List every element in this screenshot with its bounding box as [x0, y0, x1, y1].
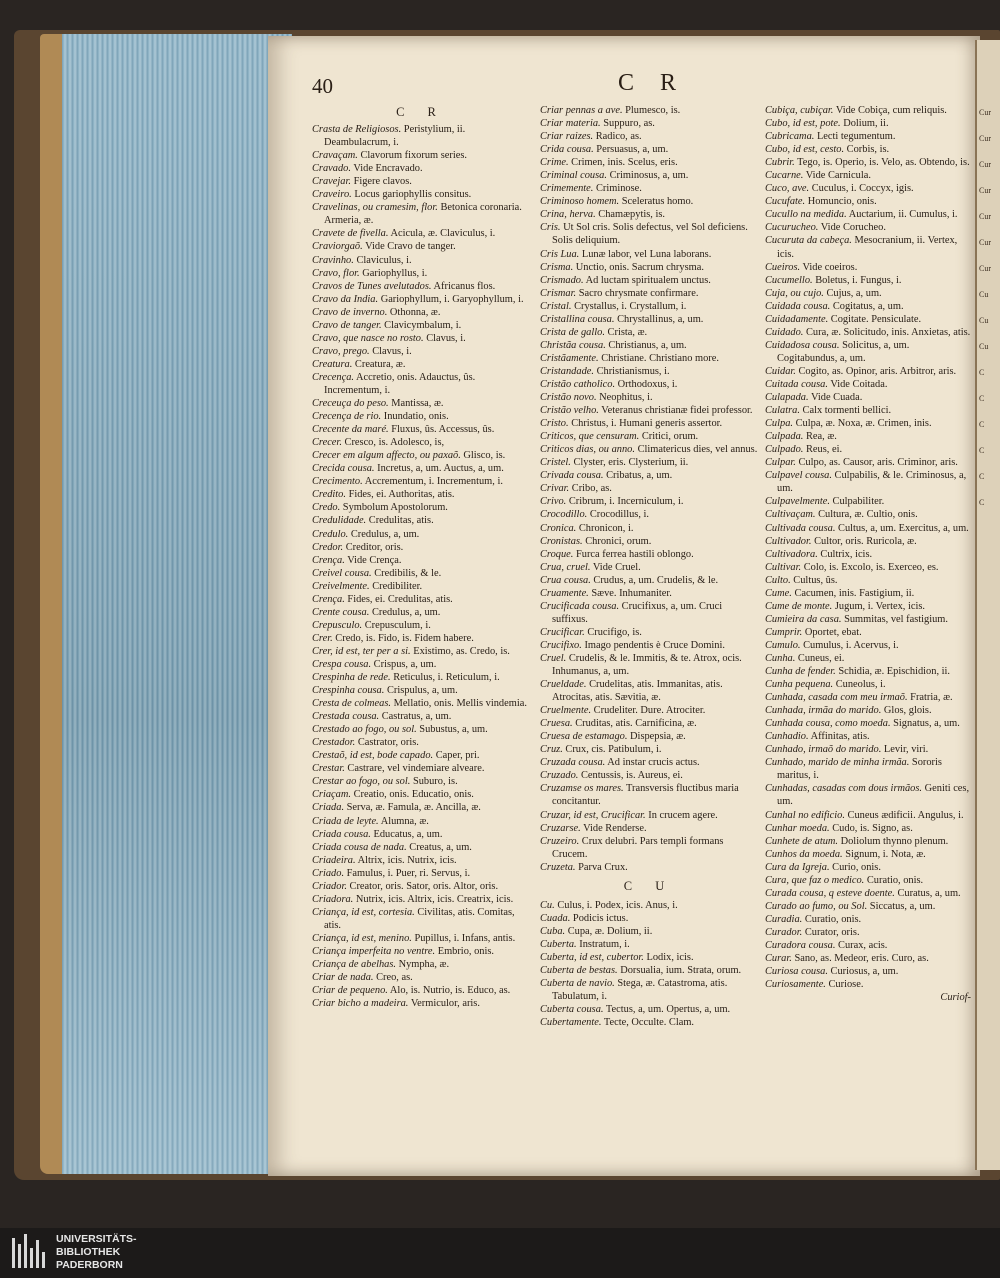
dictionary-entry: Criar materia. Suppuro, as. — [540, 118, 655, 130]
dictionary-entry: Cume. Cacumen, inis. Fastigium, ii. — [765, 587, 915, 599]
margin-fragment: Cur — [979, 186, 991, 195]
dictionary-entry: Crespa cousa. Crispus, a, um. — [312, 658, 437, 670]
dictionary-entry: Crespinha cousa. Crispulus, a, um. — [312, 685, 458, 697]
dictionary-entry: Crecimento. Accrementum, i. Incrementum, i. — [312, 476, 503, 488]
dictionary-entry: Cuidadamente. Cogitate. Pensiculate. — [765, 313, 922, 325]
dictionary-entry: Cunhadas, casadas com dous irmãos. Geniti ces, um. — [765, 783, 970, 808]
margin-fragment: Cur — [979, 160, 991, 169]
dictionary-entry: Culatra. Calx tormenti bellici. — [765, 405, 892, 417]
dictionary-entry: Criada de leyte. Alumna, æ. — [312, 815, 429, 827]
dictionary-entry: Crida cousa. Persuasus, a, um. — [540, 144, 669, 156]
dictionary-entry: Credulo. Credulus, a, um. — [312, 528, 420, 540]
dictionary-entry: Cuba. Cupa, æ. Dolium, ii. — [540, 925, 653, 937]
entry-list — [312, 123, 530, 1010]
dictionary-entry: Cruamente. Sæve. Inhumaniter. — [540, 587, 672, 599]
dictionary-entry: Crua, cruel. Vide Cruel. — [540, 561, 641, 573]
margin-fragment: Cur — [979, 212, 991, 221]
dictionary-entry: Crismado. Ad luctam spiritualem unctus. — [540, 274, 711, 286]
dictionary-entry: Cunha de fender. Schidia, æ. Epischidion, ii. — [765, 666, 951, 678]
dictionary-entry: Curador. Curator, oris. — [765, 926, 860, 938]
dictionary-entry: Culpavelmente. Culpabiliter. — [765, 496, 885, 508]
dictionary-entry: Cura da Igreja. Curio, onis. — [765, 861, 881, 873]
dictionary-entry: Cravejar. Figere clavos. — [312, 176, 412, 188]
dictionary-entry: Culpado. Reus, ei. — [765, 444, 843, 456]
dictionary-entry: Criadora. Nutrix, icis. Altrix, icis. Creatrix, icis. — [312, 893, 514, 905]
dictionary-entry: Crestada cousa. Castratus, a, um. — [312, 711, 452, 723]
dictionary-entry: Creatura. Creatura, æ. — [312, 358, 406, 370]
next-page-margin — [975, 40, 1000, 1170]
dictionary-entry: Cravado. Vide Encravado. — [312, 163, 423, 175]
dictionary-entry: Cronistas. Chronici, orum. — [540, 535, 652, 547]
dictionary-entry: Cunhada, casada com meu irmaõ. Fratria, æ. — [765, 692, 953, 704]
dictionary-entry: Cravo da India. Gariophyllum, i. Garyophyllum, i. — [312, 293, 524, 305]
dictionary-entry: Cruz. Crux, cis. Patibulum, i. — [540, 744, 662, 756]
dictionary-entry: Cunha pequena. Cuneolus, i. — [765, 679, 886, 691]
dictionary-entry: Crista de gallo. Crista, æ. — [540, 326, 648, 338]
dictionary-entry: Cristão catholico. Orthodoxus, i. — [540, 378, 678, 390]
dictionary-entry: Crestar. Castrare, vel vindemiare alveare. — [312, 763, 485, 775]
dictionary-entry: Criminoso homem. Sceleratus homo. — [540, 196, 694, 208]
library-footer — [0, 1228, 1000, 1278]
margin-fragment: Cur — [979, 238, 991, 247]
dictionary-entry: Criar raizes. Radico, as. — [540, 131, 642, 143]
dictionary-entry: Crimemente. Criminose. — [540, 183, 642, 195]
dictionary-entry: Culpa. Culpa, æ. Noxa, æ. Crimen, inis. — [765, 418, 932, 430]
dictionary-entry: Cruel. Crudelis, & le. Immitis, & te. Atrox, ocis. Inhumanus, a, um. — [540, 652, 742, 678]
dictionary-entry: Cumprir. Oportet, ebat. — [765, 626, 862, 638]
dictionary-entry: Cruzado. Centussis, is. Aureus, ei. — [540, 770, 683, 782]
dictionary-entry: Cuidada cousa. Cogitatus, a, um. — [765, 300, 904, 312]
dictionary-entry: Cultivada cousa. Cultus, a, um. Exercitus, a, um. — [765, 522, 969, 534]
dictionary-entry: Curiosamente. Curiose. — [765, 979, 864, 991]
dictionary-entry: Cura, que faz o medico. Curatio, onis. — [765, 874, 924, 886]
entry-list — [540, 104, 758, 874]
margin-fragment: Cur — [979, 134, 991, 143]
dictionary-entry: Cuberta de navio. Stega, æ. Catastroma, atis. Tabulatum, i. — [540, 978, 728, 1003]
dictionary-entry: Cristal. Crystallus, i. Crystallum, i. — [540, 300, 687, 312]
dictionary-entry: Criaçam. Creatio, onis. Educatio, onis. — [312, 789, 474, 801]
dictionary-entry: Crecer em algum affecto, ou paxaõ. Glisco, is. — [312, 450, 506, 462]
margin-fragment: C — [979, 472, 985, 481]
dictionary-entry: Cuberta de bestas. Dorsualia, ium. Strata, orum. — [540, 965, 742, 977]
dictionary-entry: Crismar. Sacro chrysmate confirmare. — [540, 287, 699, 299]
column-3 — [765, 104, 971, 1004]
next-page-words — [977, 40, 1000, 516]
dictionary-entry: Cristão novo. Neophitus, i. — [540, 392, 653, 404]
dictionary-entry: Crucificar. Crucifigo, is. — [540, 626, 642, 638]
margin-fragment: C — [979, 420, 985, 429]
dictionary-entry: Curadora cousa. Curax, acis. — [765, 940, 888, 951]
dictionary-entry: Cristandade. Christianismus, i. — [540, 365, 670, 377]
dictionary-entry: Creivel cousa. Credibilis, & le. — [312, 567, 442, 579]
margin-fragment: Cur — [979, 264, 991, 273]
dictionary-entry: Criadeira. Altrix, icis. Nutrix, icis. — [312, 854, 457, 866]
dictionary-entry: Curar. Sano, as. Medeor, eris. Curo, as. — [765, 953, 929, 965]
dictionary-entry: Crua cousa. Crudus, a, um. Crudelis, & le. — [540, 574, 719, 586]
dictionary-entry: Cuidado. Cura, æ. Solicitudo, inis. Anxietas, atis. — [765, 326, 971, 338]
dictionary-entry: Croque. Furca ferrea hastili oblongo. — [540, 548, 694, 560]
dictionary-entry: Criticos dias, ou anno. Climatericus dies, vel annus. — [540, 444, 758, 456]
dictionary-entry: Cu. Culus, i. Podex, icis. Anus, i. — [540, 899, 678, 911]
dictionary-entry: Crecida cousa. Incretus, a, um. Auctus, a, um. — [312, 463, 504, 475]
dictionary-entry: Creivelmente. Credibiliter. — [312, 580, 423, 592]
dictionary-entry: Cume de monte. Jugum, i. Vertex, icis. — [765, 600, 925, 612]
dictionary-entry: Cucumello. Boletus, i. Fungus, i. — [765, 274, 902, 286]
dictionary-entry: Cultivaçam. Cultura, æ. Cultio, onis. — [765, 509, 918, 521]
column-2 — [540, 104, 758, 1029]
dictionary-entry: Credito. Fides, ei. Authoritas, atis. — [312, 489, 455, 501]
dictionary-entry: Cultivador. Cultor, oris. Ruricola, æ. — [765, 535, 917, 547]
dictionary-entry: Cruesa de estamago. Dispepsia, æ. — [540, 731, 686, 743]
dictionary-entry: Cunha. Cuneus, ei. — [765, 652, 845, 664]
section-heading: C U — [623, 878, 675, 893]
dictionary-entry: Criada cousa. Educatus, a, um. — [312, 828, 443, 840]
dictionary-entry: Crina, herva. Chamæpytis, is. — [540, 209, 665, 221]
dictionary-entry: Crer, id est, ter per a si. Existimo, as. Credo, is. — [312, 645, 510, 657]
dictionary-entry: Cubo, id est, cesto. Corbis, is. — [765, 144, 890, 156]
dictionary-entry: Cruzada cousa. Ad instar crucis actus. — [540, 757, 700, 769]
dictionary-entry: Cumieira da casa. Summitas, vel fastigium. — [765, 613, 948, 625]
margin-fragment: Cu — [979, 316, 989, 325]
dictionary-entry: Cucullo na medida. Auctarium, ii. Cumulus, i. — [765, 209, 958, 221]
dictionary-entry: Crime. Crimen, inis. Scelus, eris. — [540, 157, 678, 169]
dictionary-entry: Crucifixo. Imago pendentis è Cruce Domini. — [540, 639, 725, 651]
dictionary-entry: Criada cousa de nada. Creatus, a, um. — [312, 841, 472, 853]
dictionary-entry: Crestador. Castrator, oris. — [312, 737, 419, 749]
margin-fragment: Cu — [979, 290, 989, 299]
dictionary-entry: Cunhete de atum. Doliolum thynno plenum. — [765, 835, 949, 847]
dictionary-entry: Cubiça, cubiçar. Vide Cobiça, cum reliquis. — [765, 105, 947, 116]
dictionary-entry: Cuberta. Instratum, i. — [540, 938, 630, 950]
dictionary-entry: Cunhada cousa, como moeda. Signatus, a, um. — [765, 718, 960, 730]
dictionary-entry: Cunhar moeda. Cudo, is. Signo, as. — [765, 822, 913, 834]
library-name-line-2: BIBLIOTHEK — [56, 1246, 121, 1258]
dictionary-entry: Cris Lua. Lunæ labor, vel Luna laborans. — [540, 248, 712, 260]
dictionary-entry: Culpavel cousa. Culpabilis, & le. Criminosus, a, um. — [765, 470, 967, 495]
margin-fragment: C — [979, 394, 985, 403]
dictionary-entry: Creceuça do peso. Mantissa, æ. — [312, 398, 444, 410]
margin-fragment: C — [979, 446, 985, 455]
dictionary-entry: Cunhado, marido de minha irmãa. Sororis maritus, i. — [765, 757, 942, 782]
dictionary-entry: Cravo, flor. Gariophyllus, i. — [312, 267, 428, 279]
dictionary-entry: Criada. Serva, æ. Famula, æ. Ancilla, æ. — [312, 802, 481, 814]
dictionary-entry: Crente cousa. Credulus, a, um. — [312, 606, 441, 618]
dictionary-entry: Cris. Ut Sol cris. Solis defectus, vel Sol deficiens. Solis deliquium. — [540, 222, 748, 247]
dictionary-entry: Crespinha de rede. Reticulus, i. Reticulum, i. — [312, 672, 500, 684]
dictionary-entry: Credor. Creditor, oris. — [312, 541, 404, 553]
dictionary-entry: Criar bicho a madeira. Vermiculor, aris. — [312, 998, 480, 1010]
dictionary-entry: Cuja, ou cujo. Cujus, a, um. — [765, 287, 882, 299]
column-1 — [312, 104, 530, 1010]
dictionary-entry: Crestar ao fogo, ou sol. Suburo, is. — [312, 776, 458, 788]
dictionary-entry: Cravo, prego. Clavus, i. — [312, 345, 412, 357]
dictionary-entry: Cravaçam. Clavorum fixorum series. — [312, 150, 467, 162]
dictionary-entry: Cruzeta. Parva Crux. — [540, 861, 628, 873]
dictionary-entry: Cuberta cousa. Tectus, a, um. Opertus, a, um. — [540, 1004, 731, 1016]
dictionary-entry: Credo. Symbolum Apostolorum. — [312, 502, 448, 514]
dictionary-entry: Criar pennas a ave. Plumesco, is. — [540, 105, 681, 116]
dictionary-entry: Crivar. Cribo, as. — [540, 483, 612, 495]
catchword: Curiof- — [940, 992, 971, 1004]
dictionary-entry: Cruelmente. Crudeliter. Dure. Atrociter. — [540, 705, 706, 717]
dictionary-entry: Criado. Famulus, i. Puer, ri. Servus, i. — [312, 867, 471, 879]
dictionary-entry: Cuberta, id est, cubertor. Lodix, icis. — [540, 952, 694, 963]
margin-fragment: Cur — [979, 108, 991, 117]
dictionary-entry: Cucurucheo. Vide Corucheo. — [765, 222, 886, 234]
dictionary-entry: Cravos de Tunes avelutados. Africanus flos. — [312, 280, 496, 292]
running-head: C R — [618, 70, 687, 96]
dictionary-entry: Craviorgaõ. Vide Cravo de tanger. — [312, 241, 456, 253]
dictionary-entry: Criminal cousa. Criminosus, a, um. — [540, 170, 689, 182]
dictionary-entry: Cultivadora. Cultrix, icis. — [765, 548, 873, 560]
dictionary-entry: Criança de abelhas. Nympha, æ. — [312, 959, 450, 971]
dictionary-entry: Cucarne. Vide Carnicula. — [765, 170, 871, 182]
dictionary-entry: Cruesa. Cruditas, atis. Carnificina, æ. — [540, 718, 697, 730]
dictionary-entry: Credulidade. Credulitas, atis. — [312, 515, 434, 527]
dictionary-entry: Cultivar. Colo, is. Excolo, is. Exerceo, es. — [765, 561, 939, 573]
dictionary-entry: Cubertamente. Tecte, Occulte. Clam. — [540, 1017, 695, 1029]
dictionary-entry: Criar de pequeno. Alo, is. Nutrio, is. Educo, as. — [312, 985, 511, 997]
dictionary-entry: Cristallina cousa. Chrystallinus, a, um. — [540, 313, 704, 325]
dictionary-entry: Cravo de tanger. Clavicymbalum, i. — [312, 319, 462, 331]
dictionary-entry: Curadia. Curatio, onis. — [765, 913, 862, 925]
dictionary-entry: Cravelinas, ou cramesim, flor. Betonica coronaria. Armeria, æ. — [312, 202, 522, 227]
dictionary-entry: Curiosa cousa. Curiosus, a, um. — [765, 966, 899, 978]
dictionary-entry: Curada cousa, q esteve doente. Curatus, a, um. — [765, 887, 961, 899]
dictionary-entry: Culpar. Culpo, as. Causor, aris. Criminor, aris. — [765, 457, 958, 469]
dictionary-entry: Crivo. Cribrum, i. Incerniculum, i. — [540, 496, 684, 508]
dictionary-entry: Cunhado, irmaõ do marido. Levir, viri. — [765, 744, 929, 756]
dictionary-entry: Crisma. Unctio, onis. Sacrum chrysma. — [540, 261, 704, 273]
dictionary-entry: Cruzar, id est, Crucificar. In crucem agere. — [540, 809, 718, 821]
entry-list — [540, 899, 758, 1029]
page-number: 40 — [312, 74, 333, 98]
library-name-line-1: UNIVERSITÄTS- — [56, 1233, 137, 1245]
dictionary-entry: Culto. Cultus, ûs. — [765, 574, 838, 586]
dictionary-entry: Cuitada cousa. Vide Coitada. — [765, 378, 888, 390]
dictionary-entry: Cunhal no edificio. Cuneus ædificii. Angulus, i. — [765, 809, 964, 821]
dictionary-entry: Cristãamente. Christiane. Christiano more. — [540, 352, 719, 364]
dictionary-entry: Crueldade. Crudelitas, atis. Immanitas, atis. Atrocitas, atis. Sævitia, æ. — [540, 679, 723, 704]
dictionary-entry: Cristo. Christus, i. Humani generis assertor. — [540, 418, 723, 430]
dictionary-entry: Crasta de Religiosos. Peristylium, ii. Deambulacrum, i. — [312, 124, 466, 149]
dictionary-entry: Crecença. Accretio, onis. Adauctus, ûs. Incrementum, i. — [312, 371, 476, 396]
dictionary-entry: Crecente da maré. Fluxus, ûs. Accessus, ûs. — [312, 424, 495, 436]
dictionary-entry: Cucufate. Homuncio, onis. — [765, 196, 877, 208]
dictionary-entry: Cunhos da moeda. Signum, i. Nota, æ. — [765, 848, 926, 860]
library-name — [56, 1233, 137, 1272]
dictionary-entry: Cravinho. Claviculus, i. — [312, 254, 412, 266]
dictionary-entry: Cruzarse. Vide Renderse. — [540, 822, 647, 834]
dictionary-entry: Criticos, que censuram. Critici, orum. — [540, 431, 699, 443]
dictionary-entry: Cruzamse os mares. Transversis fluctibus maria concitantur. — [540, 783, 739, 808]
dictionary-entry: Crivada cousa. Cribatus, a, um. — [540, 470, 673, 482]
margin-fragment: Cu — [979, 342, 989, 351]
dictionary-entry: Christãa cousa. Christianus, a, um. — [540, 339, 687, 351]
dictionary-entry: Cumulo. Cumulus, i. Acervus, i. — [765, 639, 899, 651]
dictionary-entry: Culpada. Rea, æ. — [765, 431, 837, 443]
dictionary-entry: Crestaõ, id est, bode capado. Caper, pri. — [312, 750, 480, 762]
margin-fragment: C — [979, 498, 985, 507]
dictionary-entry: Crer. Credo, is. Fido, is. Fidem habere. — [312, 632, 474, 644]
library-logo-icon — [10, 1234, 48, 1272]
dictionary-entry: Cubo, id est, pote. Dolium, ii. — [765, 118, 889, 130]
dictionary-entry: Cunhada, irmãa do marido. Glos, glois. — [765, 705, 932, 717]
dictionary-entry: Cristel. Clyster, eris. Clysterium, ii. — [540, 457, 689, 469]
dictionary-entry: Cristão velho. Veteranus christianæ fidei professor. — [540, 405, 753, 417]
dictionary-entry: Crestado ao fogo, ou sol. Subustus, a, um. — [312, 724, 488, 736]
library-name-line-3: PADERBORN — [56, 1259, 123, 1271]
dictionary-entry: Criança, id est, cortesia. Civilitas, atis. Comitas, atis. — [312, 906, 515, 931]
dictionary-entry: Crucificada cousa. Crucifixus, a, um. Cruci suffixus. — [540, 600, 723, 625]
section-heading: C R — [396, 105, 446, 119]
dictionary-entry: Cueiros. Vide coeiros. — [765, 261, 858, 273]
dictionary-entry: Crecença de rio. Inundatio, onis. — [312, 411, 449, 423]
dictionary-entry: Crença. Fides, ei. Credulitas, atis. — [312, 593, 453, 605]
dictionary-entry: Crocodillo. Crocodillus, i. — [540, 509, 650, 521]
dictionary-entry: Cubricama. Lecti tegumentum. — [765, 131, 896, 143]
dictionary-entry: Criança, id est, menino. Pupillus, i. Infans, antis. — [312, 932, 516, 944]
dictionary-entry: Cucuruta da cabeça. Mesocranium, ii. Vertex, icis. — [765, 235, 958, 260]
dictionary-entry: Crença. Vide Crença. — [312, 554, 402, 566]
dictionary-entry: Cravo de inverno. Othonna, æ. — [312, 306, 441, 318]
margin-fragment: C — [979, 368, 985, 377]
dictionary-entry: Cronica. Chronicon, i. — [540, 522, 634, 534]
dictionary-entry: Cravete de fivella. Acicula, æ. Claviculus, i. — [312, 228, 496, 240]
dictionary-entry: Cunhadio. Affinitas, atis. — [765, 731, 870, 743]
dictionary-entry: Cresta de colmeas. Mellatio, onis. Mellis vindemia. — [312, 698, 527, 710]
dictionary-entry: Cuidar. Cogito, as. Opinor, aris. Arbitror, aris. — [765, 365, 957, 377]
dictionary-entry: Cravo, que nasce no rosto. Clavus, i. — [312, 332, 466, 344]
dictionary-entry: Culapada. Vide Cuada. — [765, 392, 863, 404]
dictionary-entry: Craveiro. Locus gariophyllis consitus. — [312, 189, 472, 201]
dictionary-entry: Criar de nada. Creo, as. — [312, 972, 413, 984]
dictionary-entry: Cuco, ave. Cuculus, i. Coccyx, igis. — [765, 183, 914, 195]
dictionary-entry: Cuada. Podicis ictus. — [540, 912, 629, 924]
dictionary-entry: Curado ao fumo, ou Sol. Siccatus, a, um. — [765, 900, 936, 912]
page-edges-shading — [62, 34, 270, 1174]
dictionary-entry: Crecer. Cresco, is. Adolesco, is, — [312, 437, 445, 449]
dictionary-entry: Criança imperfeita no ventre. Embrio, onis. — [312, 946, 495, 957]
dictionary-entry: Cuidadosa cousa. Solicitus, a, um. Cogitabundus, a, um. — [765, 339, 910, 364]
dictionary-entry: Cubrir. Tego, is. Operio, is. Velo, as. Obtendo, is. — [765, 157, 970, 169]
dictionary-entry: Crepusculo. Crepusculum, i. — [312, 619, 431, 631]
dictionary-entry: Criador. Creator, oris. Sator, oris. Altor, oris. — [312, 880, 499, 892]
entry-list — [765, 104, 971, 991]
dictionary-entry: Cruzeiro. Crux delubri. Pars templi formans Crucem. — [540, 835, 724, 860]
